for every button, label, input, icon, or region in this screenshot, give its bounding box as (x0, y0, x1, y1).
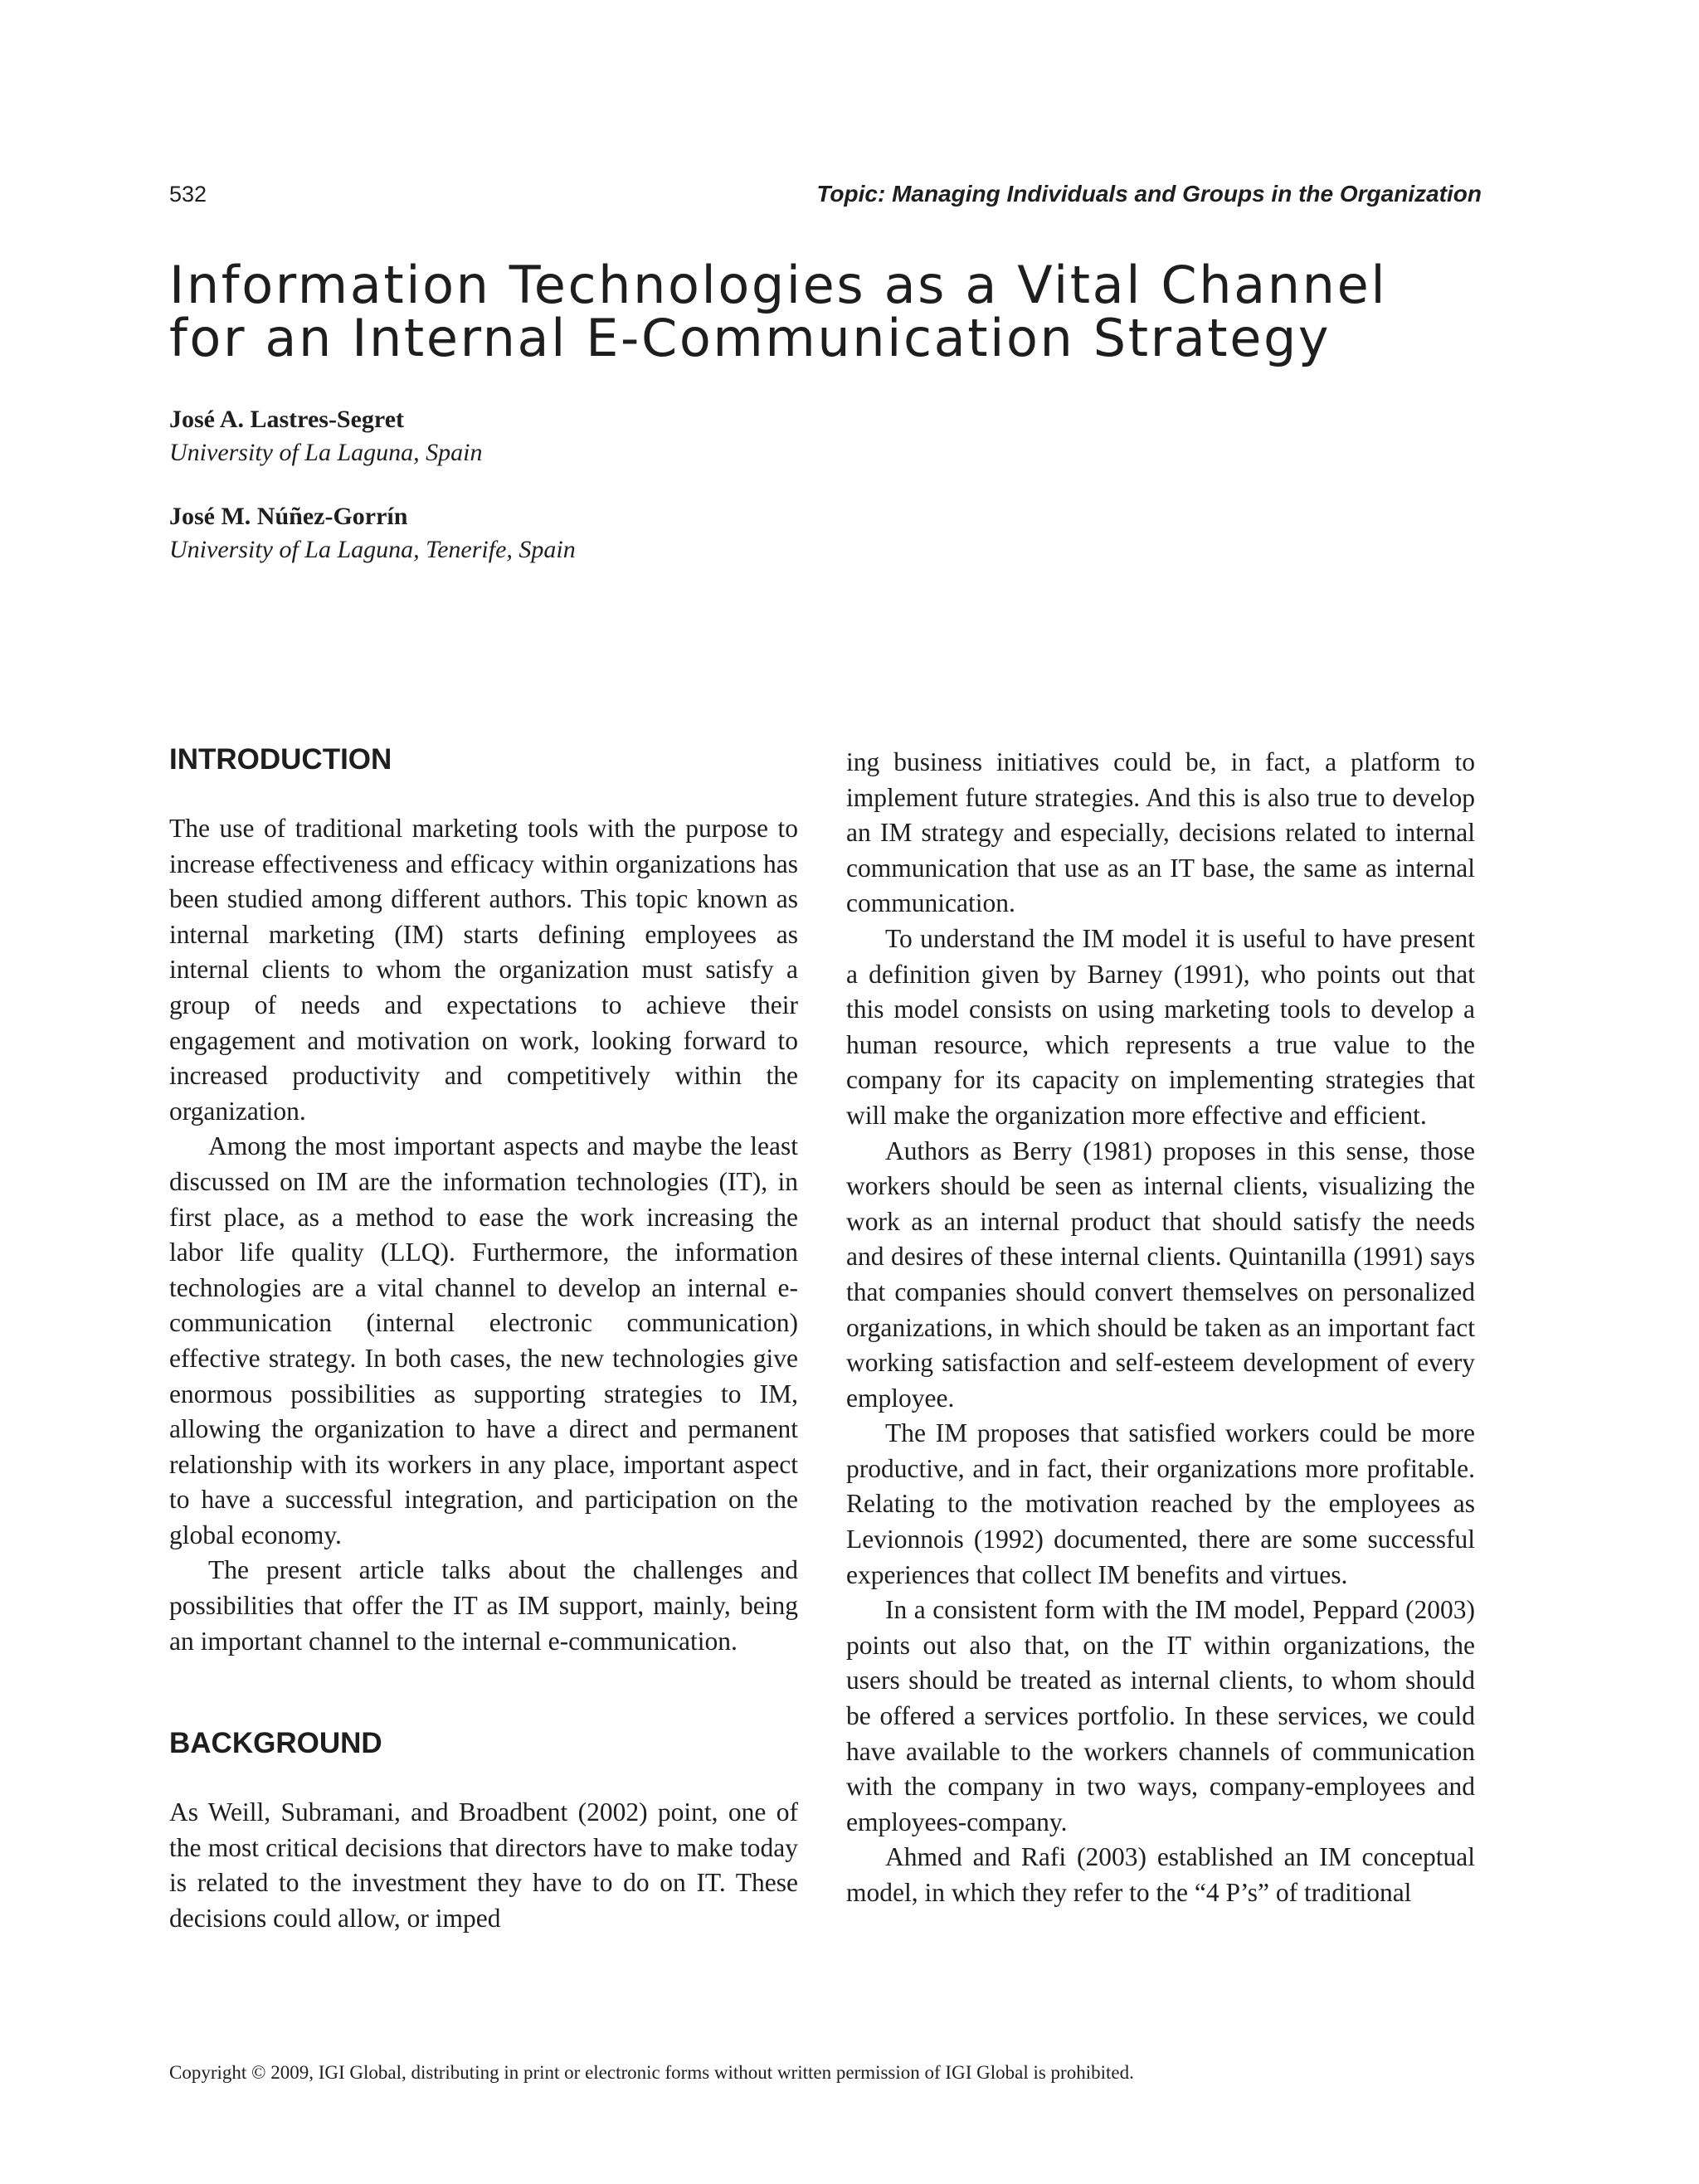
paragraph: The IM proposes that satisfied workers could be more productive, and in fact, their organizations more profitable. Relating to the motivation reached by the employees as Levionnois (1992) documented, there are some successful experiences that collect IM benefits and virtues. (846, 1418, 1475, 1589)
paragraph: The use of traditional marketing tools with the purpose to increase effectiveness and efficacy within organizations has been studied among different authors. This topic known as internal marketing (IM) starts defining employees as internal clients to whom the organization must satisfy a group of needs and expectations to achieve their engagement and motivation on work, looking forward to increased productivity and competitively within the organization. (169, 814, 798, 1126)
left-column (169, 735, 798, 1937)
right-column (846, 745, 1475, 1911)
paragraph: To understand the IM model it is useful to have present a definition given by Barney (1991), who points out that this model consists on using marketing tools to develop a human resource, which represents a true value to the company for its capacity on implementing strategies that will make the organization more effective and efficient. (846, 923, 1475, 1130)
section-heading-introduction: INTRODUCTION (169, 743, 392, 776)
article-title (169, 255, 1497, 368)
author-affiliation: University of La Laguna, Spain (169, 439, 483, 466)
author-block-1 (169, 403, 483, 469)
page-number: 532 (169, 182, 207, 207)
spacer (169, 785, 798, 811)
running-head: Topic: Managing Individuals and Groups in the Organization (816, 181, 1482, 207)
paragraph: As Weill, Subramani, and Broadbent (2002) point, one of the most critical decisions that directors have to make today is related to the investment they have to do on IT. These decisions could allow, or imped (169, 1797, 798, 1933)
paragraph: ing business initiatives could be, in fact, a platform to implement future strategies. And this is also true to develop an IM strategy and especially, decisions related to internal communication that use as an IT base, the same as internal communication. (846, 747, 1475, 918)
paragraph: Authors as Berry (1981) proposes in this sense, those workers should be seen as internal clients, visualizing the work as an internal product that should satisfy the needs and desires of these internal clients. Quintanilla (1991) says that companies should convert themselves on personalized organizations, in which should be taken as an important fact working satisfaction and self-esteem development of every employee. (846, 1136, 1475, 1413)
section-heading-background: BACKGROUND (169, 1727, 382, 1760)
spacer (169, 1659, 798, 1719)
paragraph: Ahmed and Rafi (2003) established an IM conceptual model, in which they refer to the “4 P’s” of traditional (846, 1842, 1475, 1907)
copyright-notice: Copyright © 2009, IGI Global, distributing in print or electronic forms without written permission of IGI Global is prohibited. (169, 2062, 1134, 2083)
author-name: José A. Lastres-Segret (169, 406, 405, 433)
author-name: José M. Núñez-Gorrín (169, 503, 408, 530)
article-title-line-1: Information Technologies as a Vital Channel (169, 255, 1388, 315)
paragraph: The present article talks about the challenges and possibilities that offer the IT as IM support, mainly, being an important channel to the internal e-communication. (169, 1555, 798, 1656)
paragraph: Among the most important aspects and maybe the least discussed on IM are the information technologies (IT), in first place, as a method to ease the work increasing the labor life quality (LLQ). Furthermore, the information technologies are a vital channel to develop an internal e-communication (internal electronic communication) effective strategy. In both cases, the new technologies give enormous possibilities as supporting strategies to IM, allowing the organization to have a direct and permanent relationship with its workers in any place, important aspect to have a successful integration, and participation on the global economy. (169, 1131, 798, 1549)
spacer (169, 1768, 798, 1795)
article-title-line-2: for an Internal E-Communication Strategy (169, 308, 1331, 368)
paragraph: In a consistent form with the IM model, Peppard (2003) points out also that, on the IT within organizations, the users should be treated as internal clients, to whom should be offered a services portfolio. In these services, we could have available to the workers channels of communication with the company in two ways, company-employees and employees-company. (846, 1595, 1475, 1836)
author-affiliation: University of La Laguna, Tenerife, Spain (169, 536, 576, 563)
author-block-2 (169, 500, 576, 567)
